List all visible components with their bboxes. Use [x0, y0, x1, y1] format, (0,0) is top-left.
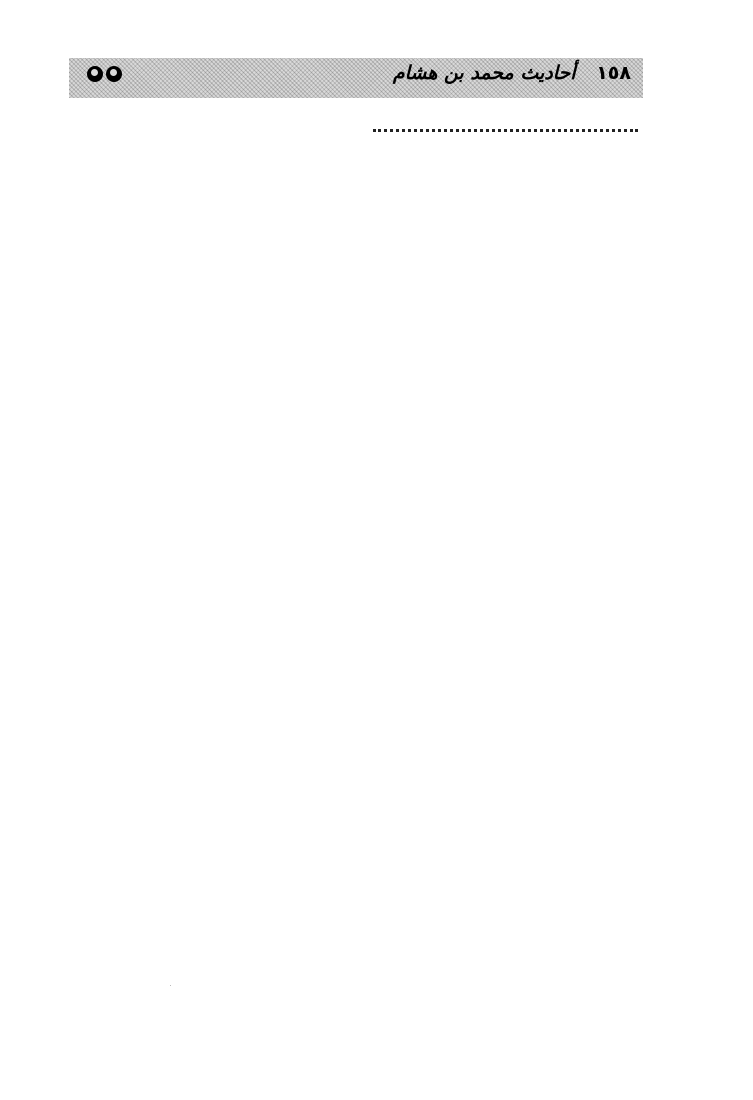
- page-number: ١٥٨: [596, 62, 631, 84]
- ornament-circle-icon: [87, 66, 103, 82]
- header-ornament-icon: [87, 66, 122, 82]
- page-header: [69, 58, 643, 98]
- dotted-separator: [373, 117, 638, 132]
- running-header: [393, 62, 631, 84]
- scan-speck: [170, 985, 171, 986]
- ornament-circle-icon: [106, 66, 122, 82]
- book-title: أحاديث محمد بن هشام: [392, 62, 576, 84]
